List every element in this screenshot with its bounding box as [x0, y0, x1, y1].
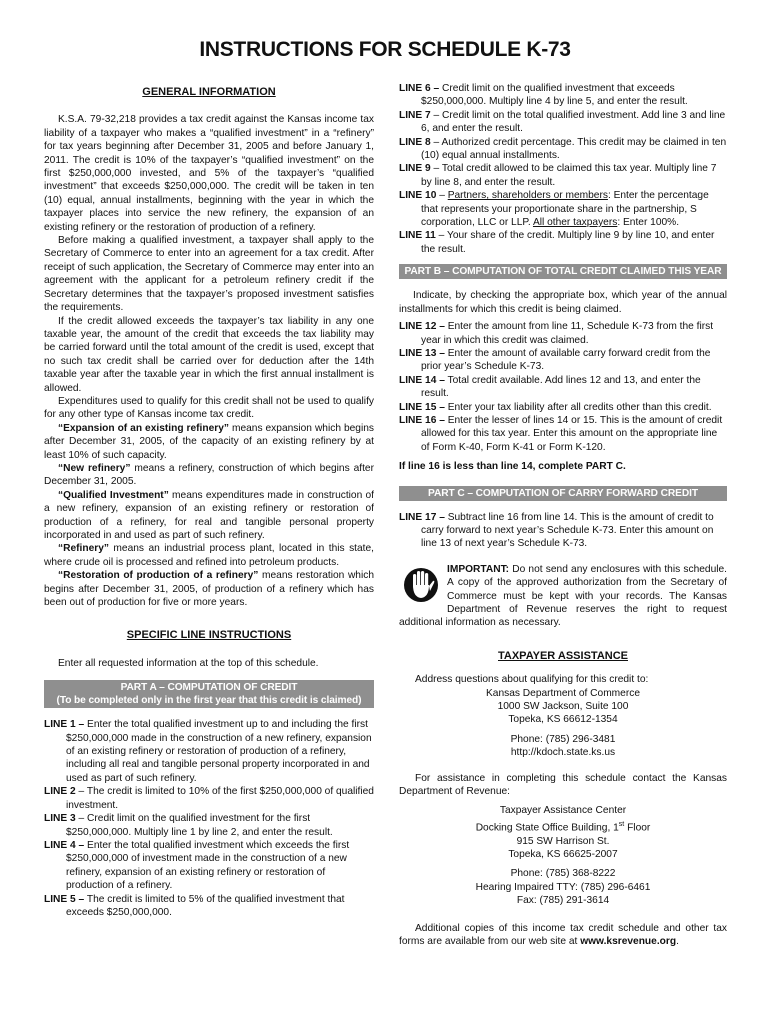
definition-term: “Restoration of production of a refinery”	[58, 570, 259, 582]
definition-text: means expansion which begins after December 31, 2005, of the capacity of an existing refinery by at least 10% of such capacity.	[44, 422, 374, 461]
definition	[44, 569, 374, 609]
line-label: LINE 2	[44, 786, 76, 798]
definition-term: “Qualified Investment”	[58, 489, 169, 501]
definition-term: “New refinery”	[58, 462, 131, 474]
definition-text: means a refinery, construction of which begins after December 31, 2005.	[44, 462, 374, 488]
line-label: LINE 11	[399, 230, 436, 242]
definition-text: means an industrial process plant, located in this state, where crude oil is processed and refined into petroleum products.	[44, 543, 374, 568]
line-instruction	[399, 511, 727, 551]
line-text-underlined: Partners, shareholders or members	[447, 190, 608, 202]
line-text: Enter the total qualified investment up to and including the first $250,000,000 made in the construction of a new refinery, expansion of an existing refinery or restoration of production of a refinery, including all real and tangible personal property incorporated in and used as part of such refinery.	[66, 719, 372, 784]
line-instruction	[399, 347, 727, 374]
address-text: Floor	[624, 822, 651, 834]
line-text: Enter your tax liability after all credits other than this credit.	[444, 401, 712, 413]
line-text: –	[436, 190, 448, 202]
line-label: LINE 1 –	[44, 719, 85, 731]
line-label: LINE 10	[399, 190, 437, 202]
line-instruction	[399, 162, 727, 189]
part-a-title: PART A – COMPUTATION OF CREDIT	[120, 682, 298, 694]
important-text: Do not send any enclosures with this schedule. A copy of the approved authorization from the Secretary of Commerce must be kept with your records. The Kansas Department of Revenue reserves the right to request additional information as necessary.	[399, 563, 727, 629]
line-10-instruction	[399, 189, 727, 229]
general-paragraph: Before making a qualified investment, a taxpayer shall apply to the Secretary of Commerce to enter into an agreement for a tax credit. After receipt of such application, the Secretary of Commerce may enter into an agreement with the applicant for a petroleum refinery credit if the Secretary determines that the taxpayer’s proposed investment satisfies the requirements.	[44, 235, 374, 314]
line-text: : Enter 100%.	[617, 217, 680, 229]
part-b-note: If line 16 is less than line 14, complete PART C.	[399, 461, 626, 473]
line-text: Credit limit on the qualified investment that exceeds $250,000,000. Multiply line 4 by line 5, and enter the result.	[421, 83, 688, 108]
line-label: LINE 16 –	[399, 414, 445, 426]
line-instruction	[399, 82, 727, 109]
address-line: Kansas Department of Commerce	[485, 687, 640, 699]
closing-note	[399, 922, 727, 949]
general-paragraph: If the credit allowed exceeds the taxpayer’s tax liability in any one taxable year, the amount of the credit that exceeds the tax liability may be carried forward until the total amount of the credit is used, except that no such tax credit shall be carried over for deduction after the 14th taxable year after the taxable year in which the first annual installment is allowed.	[44, 315, 374, 394]
line-instruction	[44, 718, 374, 785]
definition-term: “Expansion of an existing refinery”	[58, 422, 229, 434]
assistance-intro: Address questions about qualifying for this credit to:	[415, 674, 649, 686]
line-label: LINE 3	[44, 813, 76, 825]
line-text: Enter the amount of available carry forward credit from the prior year’s Schedule K-73.	[421, 347, 711, 373]
revenue-intro: For assistance in completing this schedule contact the Kansas Department of Revenue:	[399, 772, 727, 798]
line-instruction	[399, 229, 727, 256]
line-text: – Credit limit on the qualified investment for the first $250,000,000. Multiply line 1 by line 2, and enter the result.	[66, 813, 333, 838]
address-line: 1000 SW Jackson, Suite 100	[497, 701, 629, 713]
phone-number: Phone: (785) 368-8222	[510, 868, 616, 880]
definition	[44, 542, 374, 569]
line-instruction	[399, 374, 727, 401]
revenue-address	[399, 804, 727, 861]
website-link[interactable]: http://kdoch.state.ks.us	[510, 747, 616, 759]
line-label: LINE 17 –	[399, 511, 445, 523]
line-label: LINE 6 –	[399, 83, 440, 94]
line-label: LINE 7	[399, 109, 431, 121]
line-text: The credit is limited to 5% of the qualified investment that exceeds $250,000,000.	[66, 893, 345, 918]
line-text: – The credit is limited to 10% of the first $250,000,000 of qualified investment.	[66, 786, 374, 811]
commerce-address	[399, 687, 727, 727]
line-label: LINE 4 –	[44, 839, 85, 851]
line-instruction	[399, 320, 727, 347]
line-text: Subtract line 16 from line 14. This is the amount of credit to carry forward to next year’s Schedule K-73. Enter this amount on line 13 of next year’s Schedule K-73.	[421, 511, 714, 550]
line-text: Enter the amount from line 11, Schedule K-73 from the first year in which this credit was claimed.	[421, 321, 714, 346]
line-label: LINE 5 –	[44, 893, 85, 905]
line-text: – Authorized credit percentage. This credit may be claimed in ten (10) equal annual installments.	[421, 136, 727, 162]
line-text: Enter the total qualified investment which exceeds the first $250,000,000 of investment made in the construction of a new refinery, expansion of an existing refinery or restoration of production of a refinery.	[66, 839, 350, 892]
definition	[44, 462, 374, 489]
part-a-subtitle: (To be completed only in the first year that this credit is claimed)	[56, 695, 362, 707]
address-line: Topeka, KS 66625-2007	[508, 849, 618, 861]
line-label: LINE 12 –	[399, 321, 445, 333]
line-label: LINE 13 –	[399, 347, 445, 359]
definition-text: means expenditures made in construction of a new refinery, expansion of an existing refinery or restoration of production of a refinery, for real and tangible personal property incorporated in and used as part of such refinery.	[44, 489, 374, 541]
address-line: Taxpayer Assistance Center	[499, 805, 627, 817]
fax-number: Fax: (785) 291-3614	[516, 895, 610, 907]
hand-stop-icon	[403, 565, 439, 605]
address-line: Topeka, KS 66612-1354	[508, 714, 618, 726]
definition	[44, 422, 374, 462]
line-text: – Your share of the credit. Multiply line 9 by line 10, and enter the result.	[421, 230, 715, 255]
line-instruction	[399, 414, 727, 454]
line-text: – Total credit allowed to be claimed this tax year. Multiply line 7 by line 8, and enter the result.	[421, 163, 717, 188]
address-line	[399, 818, 727, 835]
definition	[44, 489, 374, 543]
ordinal-suffix: st	[618, 820, 625, 828]
line-instruction	[44, 785, 374, 812]
assistance-heading: TAXPAYER ASSISTANCE	[498, 649, 628, 662]
part-a-header	[44, 680, 374, 708]
line-label: LINE 14 –	[399, 374, 445, 386]
important-notice	[399, 563, 727, 630]
line-instruction	[44, 893, 374, 920]
left-column	[44, 82, 374, 919]
line-label: LINE 9	[399, 163, 431, 175]
revenue-contact	[399, 867, 727, 907]
line-label: LINE 15 –	[399, 401, 445, 413]
page-title: INSTRUCTIONS FOR SCHEDULE K-73	[199, 38, 571, 61]
line-instruction	[399, 109, 727, 136]
line-text-underlined: All other taxpayers	[532, 217, 618, 229]
part-b-intro: Indicate, by checking the appropriate box, which year of the annual installments for which this credit is being claimed.	[399, 290, 727, 315]
address-text: Docking State Office Building, 1	[475, 822, 619, 834]
general-heading: GENERAL INFORMATION	[142, 86, 276, 98]
line-instruction	[44, 812, 374, 839]
right-column	[399, 82, 727, 949]
line-text: Enter the lesser of lines 14 or 15. This is the amount of credit allowed for this tax year. Enter this amount on the appropriate line of Form K-40, Form K-41 or Form K-120.	[421, 414, 723, 453]
specific-intro: Enter all requested information at the top of this schedule.	[58, 657, 319, 669]
part-c-header: PART C – COMPUTATION OF CARRY FORWARD CREDIT	[399, 486, 727, 501]
closing-text: Additional copies of this income tax credit schedule and other tax forms are available from our web site at	[399, 922, 727, 948]
website-link[interactable]: www.ksrevenue.org	[580, 936, 677, 948]
part-b-header: PART B – COMPUTATION OF TOTAL CREDIT CLAIMED THIS YEAR	[399, 264, 727, 279]
commerce-contact	[399, 733, 727, 760]
definition-term: “Refinery”	[58, 543, 109, 555]
tty-number: Hearing Impaired TTY: (785) 296-6461	[475, 881, 651, 893]
line-text: Total credit available. Add lines 12 and 13, and enter the result.	[421, 374, 701, 400]
phone-number: Phone: (785) 296-3481	[510, 733, 616, 745]
line-instruction	[44, 839, 374, 893]
important-label: IMPORTANT:	[447, 563, 510, 575]
line-text: : Enter the percentage that represents your proportionate share in the partnership, S corporation, LLC or LLP.	[421, 190, 709, 229]
closing-text: .	[676, 936, 679, 948]
line-instruction	[399, 136, 727, 163]
general-paragraph: Expenditures used to qualify for this credit shall not be used to qualify for any other type of Kansas income tax credit.	[44, 395, 374, 421]
line-label: LINE 8	[399, 136, 431, 148]
line-text: – Credit limit on the total qualified investment. Add line 3 and line 6, and enter the result.	[421, 109, 726, 135]
definition-text: means restoration which begins after December 31, 2005, of production of a refinery which has been out of production for five or more years.	[44, 570, 375, 609]
specific-heading: SPECIFIC LINE INSTRUCTIONS	[126, 629, 292, 642]
address-line: 915 SW Harrison St.	[516, 835, 610, 847]
general-paragraph: K.S.A. 79-32,218 provides a tax credit against the Kansas income tax liability of a taxpayer who makes a “qualified investment” in a “refinery” for tax years beginning after December 31, 2005 and before January 1, 2011. The credit is 10% of the taxpayer’s “qualified investment” on the first $250,000,000 invested, and 5% of the taxpayer’s “qualified investment” that exceeds $250,000,000. The credit will be taken in ten (10) equal, annual installments, beginning with the year in which the taxpayer places into service the new refinery, the expansion of an existing refinery or the restoration of production of a refinery.	[44, 114, 374, 233]
line-instruction	[399, 401, 727, 414]
